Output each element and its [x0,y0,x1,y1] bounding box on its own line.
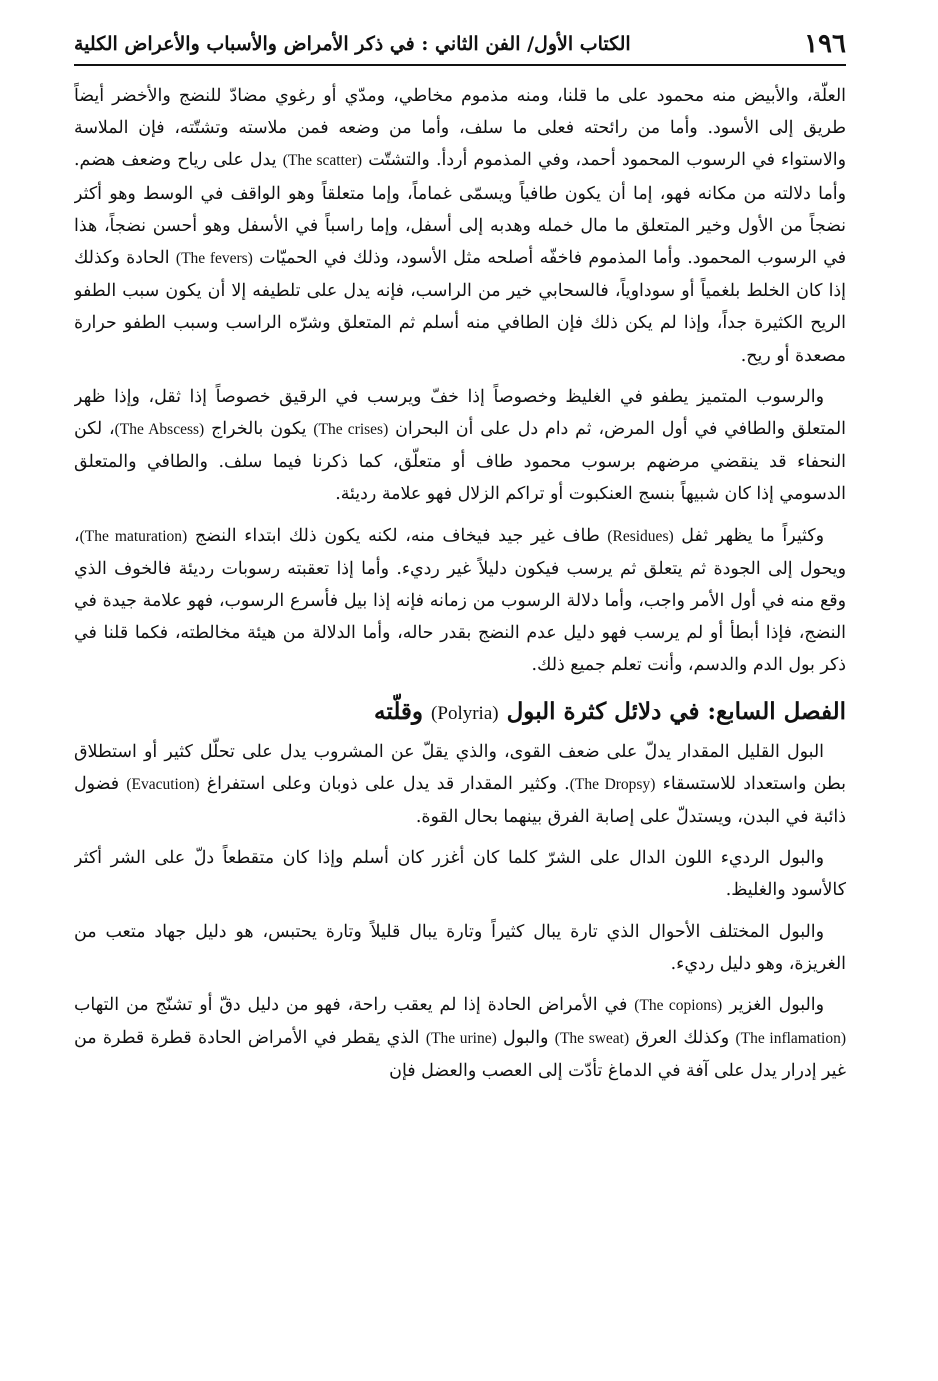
paragraph-1 [74,80,846,372]
english-term-dropsy: (The Dropsy) [569,775,656,793]
paragraph-3 [74,520,846,682]
text-run: والبول الغزير [722,995,825,1016]
text-run: البول القليل المقدار يدلّ على ضعف القوى، والذي يقلّ عن المشروب يدل على تحلّل كثير أو استطلاق بطن واستعداد للاستسقاء [74,741,846,794]
section-heading [74,692,846,734]
text-run: والبول المختلف الأحوال الذي تارة يبال كثيراً وتارة يبال قليلاً وتارة يحتبس، هو دليل جهاد متعب من الغريزة، وهو دليل رديء. [74,921,846,974]
text-run: العلّة، والأبيض منه محمود على ما قلنا، ومنه مذموم مخاطي، ومدّي أو رغوي مضادّ للنضج والأخضر أيضاً طريق إلى الأسود. وأما من رائحته فعلى ما سلف، وأما من وضعه فمن ملاسته وتشتّته، فإن الملاسة والاستواء في الرسوب المحمود أحمد، وفي المذموم أردأ. والتشتّت [74,86,846,171]
english-term-abscess: (The Abscess) [114,421,205,439]
section-heading-text: الفصل السابع: في دلائل كثرة البول [498,697,846,725]
english-term-residues: (Residues) [607,527,674,545]
text-run: والبول [496,1028,555,1049]
text-run: . وكثير المقدار قد يدل على ذوبان وعلى استفراغ [199,773,570,794]
english-term-fevers: (The fevers) [175,250,253,268]
text-run: الذي يقطر في الأمراض الحادة قطرة قطرة من غير إدرار يدل على آفة في الدماغ تأدّت إلى العصب والعضل فإن [74,1028,846,1082]
body-text [74,80,846,1088]
text-run: والرسوب المتميز يطفو في الغليظ وخصوصاً إذا خفّ ويرسب في الرقيق خصوصاً إذا ثقل، وإذا ظهر المتعلق والطافي في أول المرض، ثم دام دل على أن البحران [74,386,846,440]
english-term-crises: (The crises) [313,421,389,439]
english-term-copions: (The copions) [634,997,723,1015]
english-term-maturation: (The maturation) [79,527,188,545]
paragraph-6 [74,916,846,980]
text-run: وكثيراً ما يظهر ثفل [673,525,824,546]
text-run: ، ويحول إلى الجودة ثم يتعلق ثم يرسب فيكون دليلاً غير رديء. وأما إذا تعقبته رسوبات رديئة فالخوف الذي وقع منه في أول الأمر واجب، وأما دلالة الرسوب من زمانه فإنه إذا بيل فأسرع الرسوب، فهو علامة جيدة في النضج، فإذا أبطأ أو لم يرسب فهو دليل عدم النضج بقدر حاله، وأما الدلالة من هيئة مخالطته، فكما قلنا في ذكر بول الدم والدسم، وأنت تعلم جميع ذلك. [74,525,846,676]
paragraph-4 [74,736,846,834]
text-run: وكذلك العرق [629,1028,736,1049]
text-run: يدل على رياح وضعف هضم. وأما دلالته من مكانه فهو، إما أن يكون طافياً ويسمّى غماماً، وإما متعلقاً وهو الواقف في الوسط وهو أكثر نضجاً من الأول وخير المتعلق ما مال خمله وهدبه إلى أسفل، وإما راسباً في الأسفل وهو أحسن نضجاً، هذا في الرسوب المحمود. وأما المذموم فاخفّه أصلحه مثل الأسود، وذلك في الحميّات [74,150,846,269]
text-run: يكون بالخراج [204,419,314,440]
english-term-urine: (The urine) [425,1030,497,1048]
paragraph-5 [74,842,846,906]
page-number: ١٩٦ [804,29,846,59]
english-term-scatter: (The scatter) [282,152,363,170]
text-run: الحادة وكذلك إذا كان الخلط بلغمياً أو سوداوياً، فالسحابي خير من الراسب، فإنه يدل على تلطيفه إلا أن يكون سبب الطفو الريح الكثيرة جداً، وإذا لم يكن ذلك فإن الطافي منه أسلم ثم المتعلق وشرّه الراسب وسبب الطفو حرارة مصعدة أو ريح. [74,248,846,366]
english-term-evacution: (Evacution) [126,775,200,793]
paragraph-2 [74,381,846,511]
english-term-sweat: (The sweat) [554,1030,630,1048]
section-heading-english-term: (Polyria) [431,702,499,724]
running-header [74,20,846,66]
paragraph-7 [74,989,846,1088]
section-heading-text-end: وقلّته [374,697,432,725]
text-run: ، لكن النحفاء قد ينقضي مرضهم برسوب محمود طاف أو متعلّق، كما ذكرنا فيما سلف. والطافي والمتعلق الدسومي إذا كان شبيهاً بنسج العنكبوت أو تراكم الزلال فهو علامة رديئة. [74,419,846,505]
text-run: فضول ذائبة في البدن، ويستدلّ على إصابة الفرق بينهما بحال القوة. [74,773,846,828]
english-term-inflamation: (The inflamation) [735,1030,846,1048]
text-run: طاف غير جيد فيخاف منه، لكنه يكون ذلك ابتداء النضج [187,525,608,546]
text-run: والبول الرديء اللون الدال على الشرّ كلما كان أغزر كان أسلم وإذا كان متقطعاً دلّ على الشر أكثر كالأسود والغليظ. [74,848,846,901]
book-page [74,20,846,1370]
text-run: في الأمراض الحادة إذا لم يعقب راحة، فهو من دليل دقّ أو تشنّج من التهاب [74,995,635,1016]
running-title: الكتاب الأول/ الفن الثاني : في ذكر الأمراض والأسباب والأعراض الكلية [74,33,631,55]
